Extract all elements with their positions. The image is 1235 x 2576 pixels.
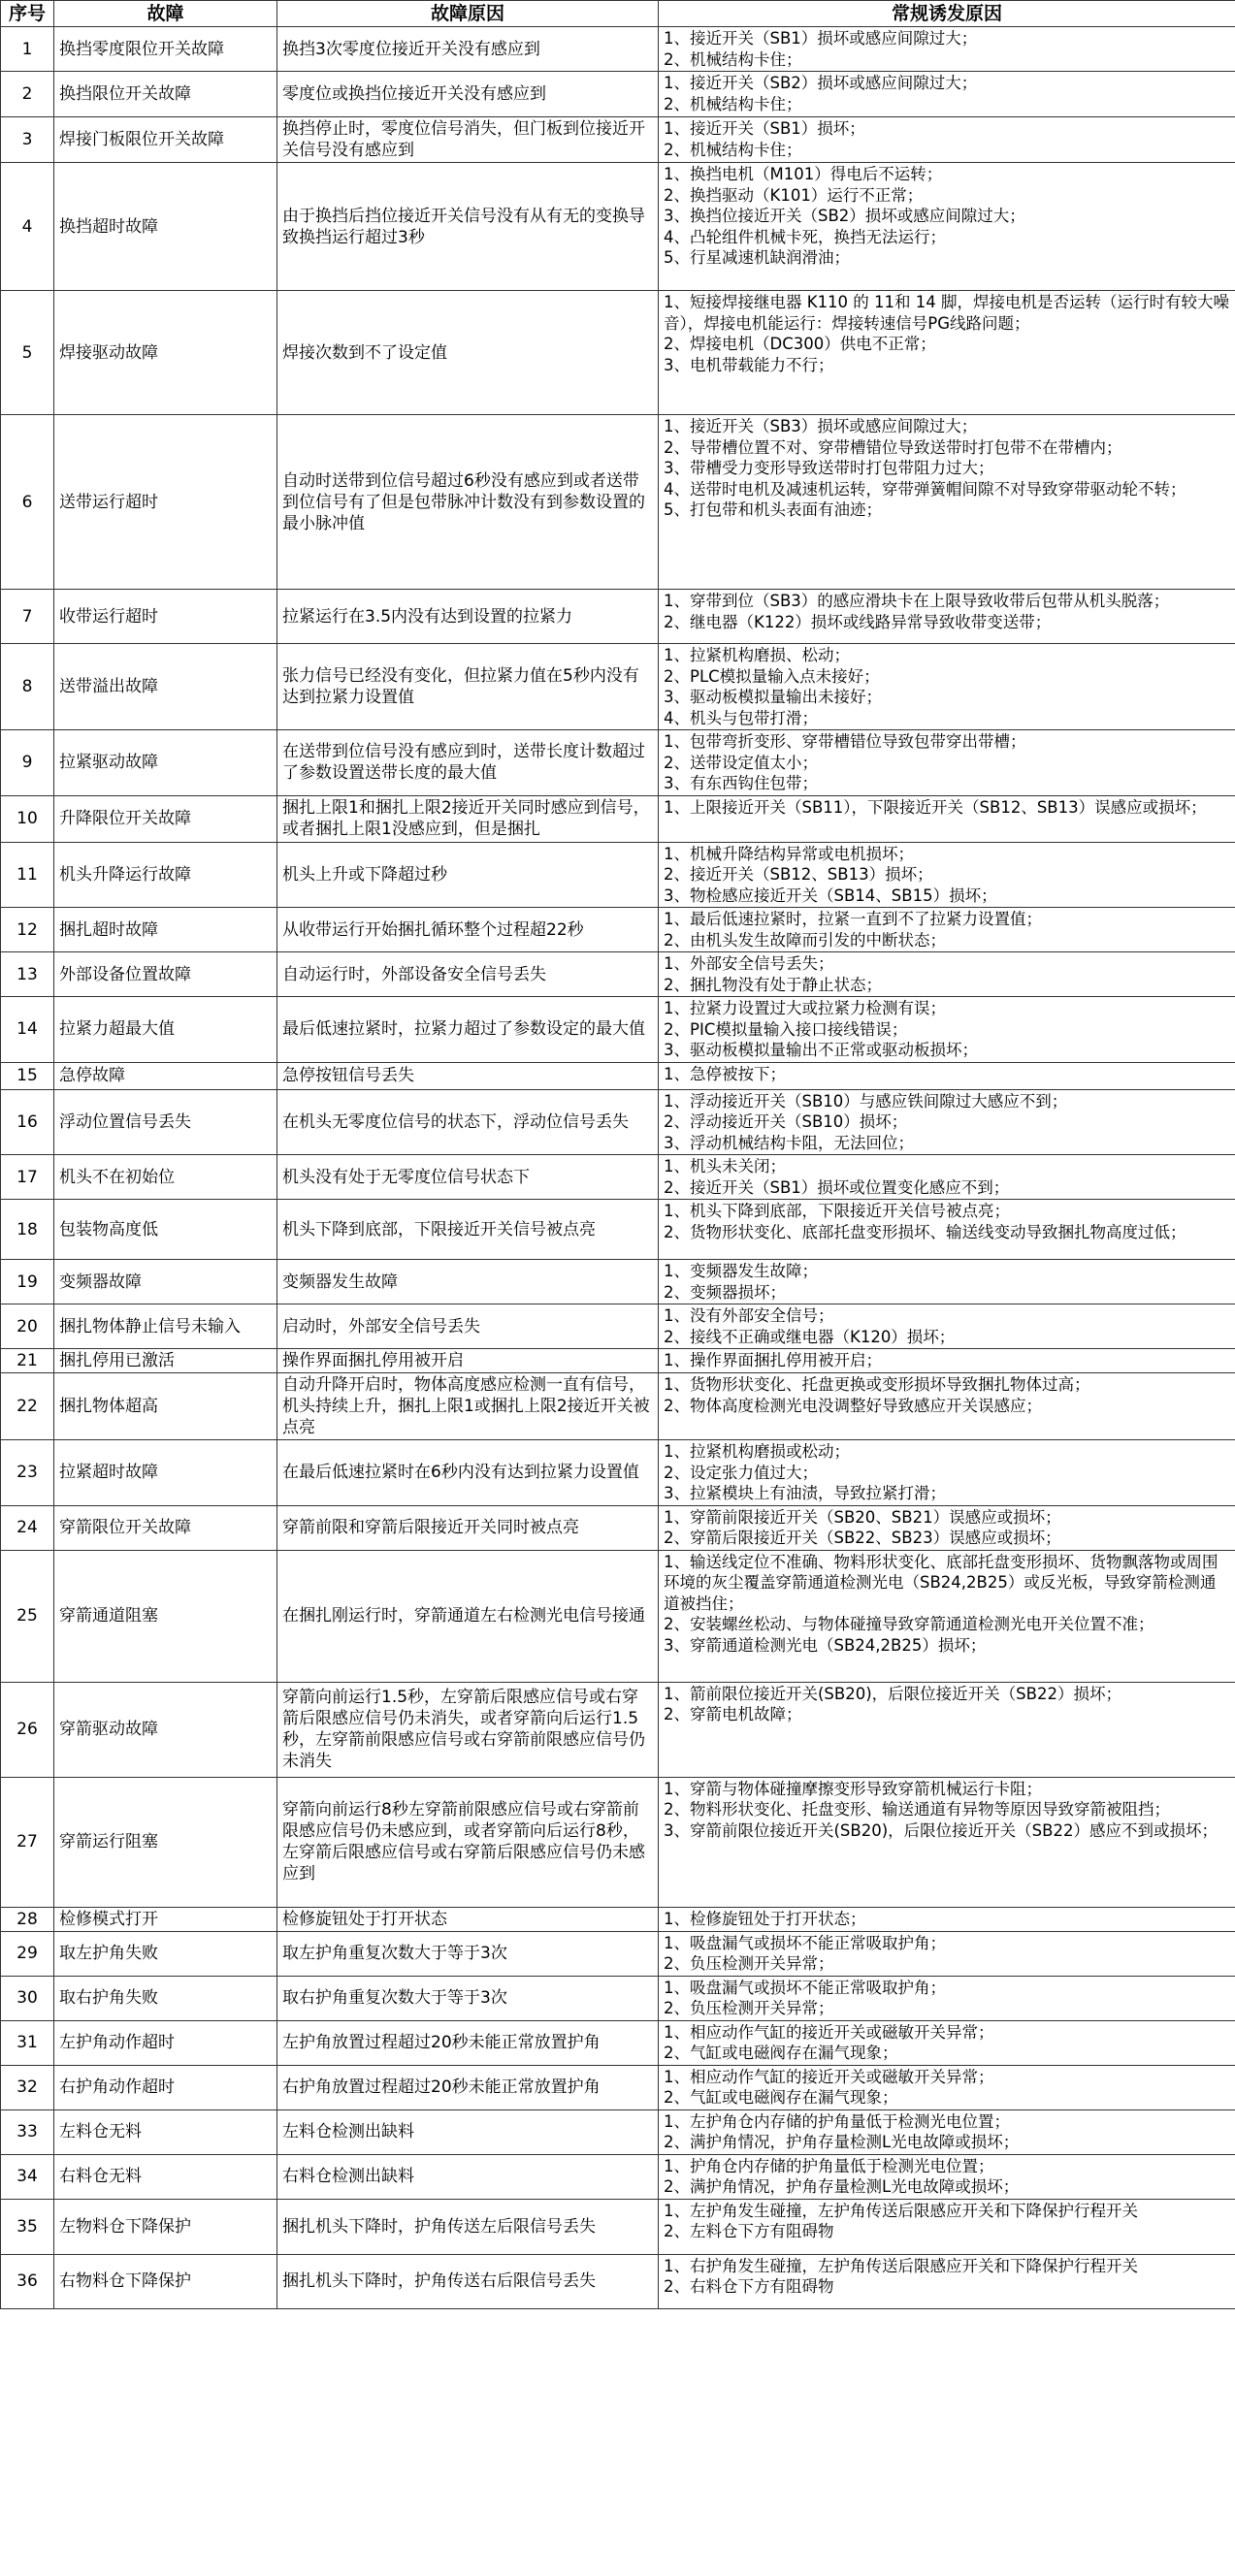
fault-name: 送带溢出故障 — [54, 644, 277, 730]
trigger-cause-item: 1、机头下降到底部，下限接近开关信号被点亮； — [664, 1202, 1010, 1220]
fault-cause: 最后低速拉紧时，拉紧力超过了参数设定的最大值 — [277, 997, 659, 1063]
trigger-cause-item: 3、有东西钩住包带； — [664, 774, 818, 792]
trigger-causes — [659, 163, 1235, 291]
trigger-causes — [659, 1373, 1235, 1440]
trigger-cause-item: 2、浮动接近开关（SB10）损坏； — [664, 1112, 908, 1131]
fault-cause: 从收带运行开始捆扎循环整个过程超22秒 — [277, 908, 659, 952]
trigger-causes — [659, 1505, 1235, 1550]
trigger-cause-item: 2、机械结构卡住； — [664, 49, 802, 69]
trigger-cause-item: 4、凸轮组件机械卡死，换挡无法运行； — [664, 227, 946, 246]
fault-cause: 焊接次数到不了设定值 — [277, 291, 659, 415]
trigger-cause-item: 2、货物形状变化、底部托盘变形损坏、输送线变动导致捆扎物高度过低； — [664, 1222, 1186, 1241]
table-row — [1, 1976, 1235, 2020]
trigger-cause-item: 1、相应动作气缸的接近开关或磁敏开关异常； — [664, 2067, 994, 2086]
fault-cause: 变频器发生故障 — [277, 1260, 659, 1304]
table-row — [1, 1931, 1235, 1976]
table-row — [1, 1155, 1235, 1200]
row-number: 6 — [1, 415, 54, 590]
table-row — [1, 1682, 1235, 1777]
trigger-cause-item: 2、穿箭电机故障； — [664, 1705, 802, 1723]
trigger-causes — [659, 291, 1235, 415]
fault-cause: 拉紧运行在3.5内没有达到设置的拉紧力 — [277, 590, 659, 644]
table-row — [1, 2109, 1235, 2154]
fault-cause: 捆扎机头下降时，护角传送左后限信号丢失 — [277, 2199, 659, 2254]
row-number: 21 — [1, 1349, 54, 1373]
table-row — [1, 2154, 1235, 2199]
row-number: 4 — [1, 163, 54, 291]
trigger-cause-item: 1、拉紧力设置过大或拉紧力检测有误； — [664, 999, 946, 1017]
trigger-cause-item: 1、箭前限位接近开关(SB20)，后限位接近开关（SB22）损坏； — [664, 1684, 1121, 1703]
table-row — [1, 1260, 1235, 1304]
table-row — [1, 117, 1235, 163]
row-number: 35 — [1, 2199, 54, 2254]
trigger-causes — [659, 997, 1235, 1063]
fault-name: 送带运行超时 — [54, 415, 277, 590]
fault-name: 外部设备位置故障 — [54, 952, 277, 997]
row-number: 7 — [1, 590, 54, 644]
trigger-cause-item: 1、上限接近开关（SB11），下限接近开关（SB12、SB13）误感应或损坏； — [664, 797, 1207, 817]
fault-name: 换挡限位开关故障 — [54, 72, 277, 117]
trigger-cause-item: 1、输送线定位不准确、物料形状变化、底部托盘变形损坏、货物飘落物或周围环境的灰尘覆盖穿箭通道检测光电（SB24,2B25）或反光板，导致穿箭检测通道被挡住； — [664, 1552, 1219, 1613]
fault-name: 捆扎超时故障 — [54, 908, 277, 952]
fault-name: 穿箭通道阻塞 — [54, 1550, 277, 1682]
trigger-causes — [659, 1777, 1235, 1907]
trigger-cause-item: 1、急停被按下； — [664, 1064, 786, 1083]
fault-cause: 自动运行时，外部设备安全信号丢失 — [277, 952, 659, 997]
trigger-cause-item: 2、左料仓下方有阻碍物 — [664, 2222, 834, 2240]
row-number: 11 — [1, 842, 54, 908]
row-number: 16 — [1, 1089, 54, 1155]
fault-name: 拉紧驱动故障 — [54, 730, 277, 796]
fault-cause: 在最后低速拉紧时在6秒内没有达到拉紧力设置值 — [277, 1440, 659, 1506]
row-number: 19 — [1, 1260, 54, 1304]
trigger-cause-item: 3、穿箭通道检测光电（SB24,2B25）损坏； — [664, 1635, 987, 1655]
row-number: 23 — [1, 1440, 54, 1506]
fault-name: 换挡超时故障 — [54, 163, 277, 291]
trigger-cause-item: 2、PIC模拟量输入接口接线错误； — [664, 1019, 908, 1039]
fault-name: 焊接驱动故障 — [54, 291, 277, 415]
trigger-cause-item: 2、穿箭后限接近开关（SB22、SB23）误感应或损坏； — [664, 1529, 1061, 1547]
trigger-cause-item: 1、吸盘漏气或损坏不能正常吸取护角； — [664, 1933, 946, 1952]
trigger-causes — [659, 2020, 1235, 2065]
fault-cause: 张力信号已经没有变化，但拉紧力值在5秒内没有达到拉紧力设置值 — [277, 644, 659, 730]
row-number: 32 — [1, 2065, 54, 2109]
fault-name: 包装物高度低 — [54, 1200, 277, 1260]
trigger-cause-item: 2、气缸或电磁阀存在漏气现象； — [664, 2044, 898, 2062]
table-body — [1, 27, 1235, 2309]
row-number: 3 — [1, 117, 54, 163]
trigger-cause-item: 3、驱动板模拟量输出不正常或驱动板损坏； — [664, 1041, 978, 1059]
trigger-cause-item: 1、换挡电机（M101）得电后不运转； — [664, 165, 943, 183]
trigger-cause-item: 2、负压检测开关异常； — [664, 1999, 834, 2017]
table-row — [1, 1373, 1235, 1440]
trigger-causes — [659, 1089, 1235, 1155]
row-number: 27 — [1, 1777, 54, 1907]
trigger-causes — [659, 1440, 1235, 1506]
trigger-cause-item: 1、货物形状变化、托盘更换或变形损坏导致捆扎物体过高； — [664, 1375, 1090, 1394]
fault-cause: 穿箭向前运行8秒左穿箭前限感应信号或右穿箭前限感应信号仍未感应到，或者穿箭向后运行8秒，左穿箭后限感应信号或右穿箭后限感应信号仍未感应到 — [277, 1777, 659, 1907]
trigger-cause-item: 1、变频器发生故障； — [664, 1262, 818, 1280]
table-row — [1, 842, 1235, 908]
trigger-causes — [659, 795, 1235, 842]
fault-name: 左护角动作超时 — [54, 2020, 277, 2065]
trigger-cause-item: 2、气缸或电磁阀存在漏气现象； — [664, 2088, 898, 2107]
trigger-causes — [659, 1931, 1235, 1976]
table-row — [1, 1550, 1235, 1682]
row-number: 5 — [1, 291, 54, 415]
header-num: 序号 — [1, 1, 54, 27]
trigger-cause-item: 2、换挡驱动（K101）运行不正常； — [664, 185, 924, 205]
trigger-cause-item: 2、捆扎物没有处于静止状态； — [664, 975, 882, 994]
trigger-cause-item: 1、护角仓内存储的护角量低于检测光电位置； — [664, 2156, 994, 2175]
row-number: 26 — [1, 1682, 54, 1777]
trigger-cause-item: 4、机头与包带打滑； — [664, 708, 818, 727]
trigger-causes — [659, 2154, 1235, 2199]
trigger-causes — [659, 2109, 1235, 2154]
fault-name: 检修模式打开 — [54, 1907, 277, 1931]
row-number: 18 — [1, 1200, 54, 1260]
row-number: 34 — [1, 2154, 54, 2199]
trigger-causes — [659, 644, 1235, 730]
trigger-causes — [659, 1155, 1235, 1200]
trigger-cause-item: 2、导带槽位置不对、穿带槽错位导致送带时打包带不在带槽内； — [664, 437, 1122, 457]
table-row — [1, 952, 1235, 997]
trigger-causes — [659, 1907, 1235, 1931]
fault-cause: 捆扎机头下降时，护角传送右后限信号丢失 — [277, 2254, 659, 2308]
row-number: 8 — [1, 644, 54, 730]
fault-name: 右护角动作超时 — [54, 2065, 277, 2109]
trigger-cause-item: 4、送带时电机及减速机运转，穿带弹簧帽间隙不对导致穿带驱动轮不转； — [664, 479, 1186, 499]
table-row — [1, 2065, 1235, 2109]
fault-cause: 由于换挡后挡位接近开关信号没有从有无的变换导致换挡运行超过3秒 — [277, 163, 659, 291]
table-row — [1, 590, 1235, 644]
row-number: 1 — [1, 27, 54, 72]
fault-name: 捆扎停用已激活 — [54, 1349, 277, 1373]
fault-name: 收带运行超时 — [54, 590, 277, 644]
fault-cause: 机头没有处于无零度位信号状态下 — [277, 1155, 659, 1200]
row-number: 22 — [1, 1373, 54, 1440]
trigger-causes — [659, 2065, 1235, 2109]
trigger-causes — [659, 1200, 1235, 1260]
table-row — [1, 27, 1235, 72]
trigger-cause-item: 2、送带设定值太小； — [664, 753, 818, 772]
table-row — [1, 2254, 1235, 2308]
trigger-cause-item: 2、继电器（K122）损坏或线路异常导致收带变送带； — [664, 612, 1052, 631]
row-number: 31 — [1, 2020, 54, 2065]
fault-cause: 换挡停止时，零度位信号消失，但门板到位接近开关信号没有感应到 — [277, 117, 659, 163]
header-fault: 故障 — [54, 1, 277, 27]
row-number: 2 — [1, 72, 54, 117]
fault-name: 拉紧超时故障 — [54, 1440, 277, 1506]
trigger-cause-item: 2、焊接电机（DC300）供电不正常； — [664, 335, 936, 353]
trigger-causes — [659, 590, 1235, 644]
fault-cause: 检修旋钮处于打开状态 — [277, 1907, 659, 1931]
trigger-causes — [659, 1682, 1235, 1777]
row-number: 25 — [1, 1550, 54, 1682]
fault-name: 升降限位开关故障 — [54, 795, 277, 842]
fault-name: 左物料仓下降保护 — [54, 2199, 277, 2254]
trigger-cause-item: 5、打包带和机头表面有油迹； — [664, 500, 882, 519]
trigger-cause-item: 1、相应动作气缸的接近开关或磁敏开关异常； — [664, 2022, 994, 2042]
fault-name: 捆扎物体超高 — [54, 1373, 277, 1440]
trigger-cause-item: 1、穿带到位（SB3）的感应滑块卡在上限导致收带后包带从机头脱落； — [664, 592, 1170, 610]
trigger-cause-item: 1、短接焊接继电器 K110 的 11和 14 脚，焊接电机是否运转（运行时有较大噪音），焊接电机能运行：焊接转速信号PG线路问题； — [664, 293, 1230, 333]
fault-name: 取右护角失败 — [54, 1976, 277, 2020]
fault-cause: 自动时送带到位信号超过6秒没有感应到或者送带到位信号有了但是包带脉冲计数没有到参数设置的最小脉冲值 — [277, 415, 659, 590]
trigger-causes — [659, 117, 1235, 163]
fault-cause: 左护角放置过程超过20秒未能正常放置护角 — [277, 2020, 659, 2065]
fault-cause: 在捆扎刚运行时，穿箭通道左右检测光电信号接通 — [277, 1550, 659, 1682]
fault-name: 机头不在初始位 — [54, 1155, 277, 1200]
table-row — [1, 415, 1235, 590]
trigger-causes — [659, 1304, 1235, 1349]
fault-name: 穿箭限位开关故障 — [54, 1505, 277, 1550]
row-number: 29 — [1, 1931, 54, 1976]
table-row — [1, 1062, 1235, 1089]
trigger-cause-item: 1、穿箭与物体碰撞摩擦变形导致穿箭机械运行卡阻； — [664, 1779, 1042, 1798]
row-number: 9 — [1, 730, 54, 796]
trigger-causes — [659, 415, 1235, 590]
trigger-causes — [659, 1062, 1235, 1089]
trigger-cause-item: 1、接近开关（SB1）损坏或感应间隙过大； — [664, 29, 978, 48]
trigger-cause-item: 2、物体高度检测光电没调整好导致感应开关误感应； — [664, 1396, 1042, 1415]
header-row — [1, 1, 1235, 27]
trigger-cause-item: 2、物料形状变化、托盘变形、输送通道有异物等原因导致穿箭被阻挡； — [664, 1800, 1170, 1819]
trigger-cause-item: 1、没有外部安全信号； — [664, 1306, 834, 1325]
header-trigger: 常规诱发原因 — [659, 1, 1235, 27]
table-row — [1, 1505, 1235, 1550]
trigger-cause-item: 2、机械结构卡住； — [664, 140, 802, 159]
trigger-cause-item: 2、接近开关（SB1）损坏或位置变化感应不到； — [664, 1177, 1010, 1197]
trigger-cause-item: 2、负压检测开关异常； — [664, 1954, 834, 1973]
trigger-cause-item: 5、行星减速机缺润滑油； — [664, 248, 850, 267]
trigger-causes — [659, 1349, 1235, 1373]
trigger-cause-item: 3、浮动机械结构卡阻，无法回位； — [664, 1133, 914, 1152]
fault-name: 焊接门板限位开关故障 — [54, 117, 277, 163]
trigger-cause-item: 1、接近开关（SB1）损坏； — [664, 119, 865, 138]
trigger-cause-item: 2、右料仓下方有阻碍物 — [664, 2277, 834, 2296]
table-row — [1, 730, 1235, 796]
trigger-cause-item: 2、设定张力值过大； — [664, 1463, 818, 1482]
row-number: 28 — [1, 1907, 54, 1931]
table-row — [1, 795, 1235, 842]
row-number: 13 — [1, 952, 54, 997]
trigger-cause-item: 1、包带弯折变形、穿带槽错位导致包带穿出带槽； — [664, 732, 1026, 751]
row-number: 33 — [1, 2109, 54, 2154]
trigger-cause-item: 2、安装螺丝松动、与物体碰撞导致穿箭通道检测光电开关位置不准； — [664, 1615, 1154, 1633]
row-number: 36 — [1, 2254, 54, 2308]
fault-cause: 机头上升或下降超过秒 — [277, 842, 659, 908]
row-number: 30 — [1, 1976, 54, 2020]
fault-cause: 在送带到位信号没有感应到时，送带长度计数超过了参数设置送带长度的最大值 — [277, 730, 659, 796]
trigger-causes — [659, 1260, 1235, 1304]
table-row — [1, 2199, 1235, 2254]
trigger-causes — [659, 72, 1235, 117]
table-row — [1, 72, 1235, 117]
trigger-cause-item: 1、外部安全信号丢失； — [664, 954, 834, 973]
trigger-causes — [659, 952, 1235, 997]
table-row — [1, 997, 1235, 1063]
trigger-cause-item: 2、满护角情况，护角存量检测L光电故障或损坏； — [664, 2177, 1020, 2196]
fault-cause: 捆扎上限1和捆扎上限2接近开关同时感应到信号，或者捆扎上限1没感应到，但是捆扎 — [277, 795, 659, 842]
fault-name: 换挡零度限位开关故障 — [54, 27, 277, 72]
trigger-cause-item: 2、满护角情况，护角存量检测L光电故障或损坏； — [664, 2133, 1020, 2151]
fault-cause: 取左护角重复次数大于等于3次 — [277, 1931, 659, 1976]
trigger-cause-item: 2、变频器损坏； — [664, 1282, 786, 1302]
trigger-causes — [659, 730, 1235, 796]
trigger-cause-item: 3、拉紧模块上有油渍，导致拉紧打滑； — [664, 1484, 946, 1502]
table-row — [1, 1089, 1235, 1155]
fault-cause: 换挡3次零度位接近开关没有感应到 — [277, 27, 659, 72]
trigger-cause-item: 3、穿箭前限位接近开关(SB20)，后限位接近开关（SB22）感应不到或损坏； — [664, 1820, 1218, 1840]
row-number: 12 — [1, 908, 54, 952]
fault-cause: 启动时，外部安全信号丢失 — [277, 1304, 659, 1349]
trigger-causes — [659, 2254, 1235, 2308]
row-number: 20 — [1, 1304, 54, 1349]
fault-name: 捆扎物体静止信号未输入 — [54, 1304, 277, 1349]
trigger-cause-item: 1、吸盘漏气或损坏不能正常吸取护角； — [664, 1978, 946, 1997]
trigger-cause-item: 1、最后低速拉紧时，拉紧一直到不了拉紧力设置值； — [664, 910, 1042, 928]
trigger-causes — [659, 1976, 1235, 2020]
trigger-causes — [659, 842, 1235, 908]
trigger-cause-item: 3、带槽受力变形导致送带时打包带阻力过大； — [664, 459, 994, 477]
trigger-cause-item: 2、接近开关（SB12、SB13）损坏； — [664, 865, 933, 884]
fault-name: 取左护角失败 — [54, 1931, 277, 1976]
row-number: 17 — [1, 1155, 54, 1200]
trigger-causes — [659, 908, 1235, 952]
fault-name: 左料仓无料 — [54, 2109, 277, 2154]
trigger-causes — [659, 1550, 1235, 1682]
header-cause: 故障原因 — [277, 1, 659, 27]
fault-name: 右物料仓下降保护 — [54, 2254, 277, 2308]
trigger-cause-item: 1、穿箭前限接近开关（SB20、SB21）误感应或损坏； — [664, 1507, 1061, 1527]
trigger-cause-item: 2、机械结构卡住； — [664, 94, 802, 113]
trigger-cause-item: 1、右护角发生碰撞，左护角传送后限感应开关和下降保护行程开关 — [664, 2256, 1138, 2275]
table-row — [1, 1907, 1235, 1931]
fault-name: 变频器故障 — [54, 1260, 277, 1304]
table-row — [1, 1349, 1235, 1373]
fault-cause: 穿箭前限和穿箭后限接近开关同时被点亮 — [277, 1505, 659, 1550]
fault-cause: 右护角放置过程超过20秒未能正常放置护角 — [277, 2065, 659, 2109]
fault-name: 穿箭驱动故障 — [54, 1682, 277, 1777]
fault-name: 右料仓无料 — [54, 2154, 277, 2199]
fault-name: 拉紧力超最大值 — [54, 997, 277, 1063]
fault-name: 穿箭运行阻塞 — [54, 1777, 277, 1907]
trigger-cause-item: 1、左护角仓内存储的护角量低于检测光电位置； — [664, 2111, 1010, 2131]
fault-cause: 取右护角重复次数大于等于3次 — [277, 1976, 659, 2020]
trigger-cause-item: 1、机头未关闭； — [664, 1157, 786, 1175]
fault-cause: 急停按钮信号丢失 — [277, 1062, 659, 1089]
fault-cause: 穿箭向前运行1.5秒，左穿箭后限感应信号或右穿箭后限感应信号仍未消失，或者穿箭向后运行1.5秒，左穿箭前限感应信号或右穿箭前限感应信号仍未消失 — [277, 1682, 659, 1777]
row-number: 14 — [1, 997, 54, 1063]
fault-cause: 在机头无零度位信号的状态下，浮动位信号丢失 — [277, 1089, 659, 1155]
trigger-cause-item: 2、由机头发生故障而引发的中断状态； — [664, 930, 946, 950]
fault-cause: 左料仓检测出缺料 — [277, 2109, 659, 2154]
trigger-causes — [659, 27, 1235, 72]
trigger-cause-item: 3、物检感应接近开关（SB14、SB15）损坏； — [664, 886, 997, 905]
row-number: 15 — [1, 1062, 54, 1089]
table-row — [1, 644, 1235, 730]
fault-cause: 零度位或换挡位接近开关没有感应到 — [277, 72, 659, 117]
trigger-cause-item: 1、检修旋钮处于打开状态； — [664, 1909, 866, 1928]
trigger-cause-item: 2、PLC模拟量输入点未接好； — [664, 666, 880, 686]
trigger-cause-item: 1、操作界面捆扎停用被开启； — [664, 1351, 882, 1369]
fault-cause: 机头下降到底部，下限接近开关信号被点亮 — [277, 1200, 659, 1260]
fault-name: 浮动位置信号丢失 — [54, 1089, 277, 1155]
trigger-causes — [659, 2199, 1235, 2254]
table-row — [1, 2020, 1235, 2065]
trigger-cause-item: 1、接近开关（SB2）损坏或感应间隙过大； — [664, 74, 978, 92]
table-row — [1, 1440, 1235, 1506]
fault-cause: 操作界面捆扎停用被开启 — [277, 1349, 659, 1373]
table-row — [1, 908, 1235, 952]
trigger-cause-item: 1、浮动接近开关（SB10）与感应铁间隙过大感应不到； — [664, 1091, 1068, 1111]
fault-name: 急停故障 — [54, 1062, 277, 1089]
trigger-cause-item: 3、电机带载能力不行； — [664, 355, 834, 374]
trigger-cause-item: 1、拉紧机构磨损、松动； — [664, 646, 850, 664]
trigger-cause-item: 1、机械升降结构异常或电机损坏； — [664, 844, 914, 863]
fault-name: 机头升降运行故障 — [54, 842, 277, 908]
row-number: 24 — [1, 1505, 54, 1550]
table-row — [1, 1200, 1235, 1260]
table-row — [1, 163, 1235, 291]
table-row — [1, 1777, 1235, 1907]
trigger-cause-item: 1、接近开关（SB3）损坏或感应间隙过大； — [664, 417, 978, 435]
trigger-cause-item: 3、驱动板模拟量输出未接好； — [664, 688, 882, 706]
table-row — [1, 291, 1235, 415]
fault-cause: 右料仓检测出缺料 — [277, 2154, 659, 2199]
row-number: 10 — [1, 795, 54, 842]
trigger-cause-item: 1、左护角发生碰撞，左护角传送后限感应开关和下降保护行程开关 — [664, 2201, 1138, 2220]
fault-cause: 自动升降开启时，物体高度感应检测一直有信号，机头持续上升，捆扎上限1或捆扎上限2接近开关被点亮 — [277, 1373, 659, 1440]
trigger-cause-item: 1、拉紧机构磨损或松动； — [664, 1442, 850, 1461]
table-row — [1, 1304, 1235, 1349]
trigger-cause-item: 2、接线不正确或继电器（K120）损坏； — [664, 1327, 956, 1346]
trigger-cause-item: 3、换挡位接近开关（SB2）损坏或感应间隙过大； — [664, 207, 1025, 225]
